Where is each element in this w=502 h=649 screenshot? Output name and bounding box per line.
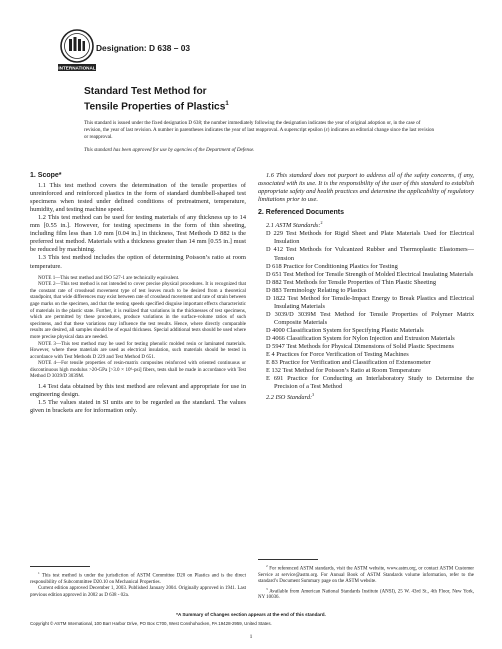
right-column [258,172,474,402]
logo-wordmark: INTERNATIONAL [58,65,96,71]
note-2: NOTE 2—This test method is not intended to cover precise physical procedures. It is recognized that the constant rate of crosshead movement type of test leaves much to be desired from a theoretical standpoint, that wide differences may exist between rate of crosshead movement and rate of strain between gage marks on the specimen, and that the testing speeds specified disguise important effects characteristic of materials in the plastic state. Further, it is realized that variations in the thicknesses of test specimens, which are permitted by these procedures, produce variations in the surface-volume ratios of such specimens, and that these variations may influence the test results. Hence, where directly comparable results are desired, all samples should be of equal thickness. Special additional tests should be used where more precise physical data are needed. [30,281,247,340]
footnotes-right [258,563,474,602]
issuance-statement: This standard is issued under the fixed designation D 638; the number immediately following the designation indicates the year of original adoption or, in the case of revision, the year of last revision. A number in parentheses indicates the year of last reapproval. A superscript epsilon (ε) indicates an editorial change since the last revision or reapproval. [84,120,435,141]
para-1-1: 1.1 This test method covers the determination of the tensile properties of unreinforced and reinforced plastics in the form of standard dumbbell-shaped test specimens when tested under defined conditions of pretreatment, temperature, humidity, and testing machine speed. [30,182,246,214]
reference-item: D 229 Test Methods for Rigid Sheet and Plate Materials Used for Electrical Insulation [266,230,474,246]
reference-item: E 691 Practice for Conducting an Interlaboratory Study to Determine the Precision of a Test Method [266,375,474,391]
footnote-3: $^3$ Available from American National Standards Institute (ANSI), 25 W. 43rd St., 4th Floor, New York, NY 10036. [258,586,474,601]
para-1-5: 1.5 The values stated in SI units are to be regarded as the standard. The values given in brackets are for information only. [30,399,246,415]
note-3: NOTE 3—This test method may be used for testing phenolic molded resin or laminated materials. However, where these materials are used as electrical insulation, such materials should be tested in accordance with Test Methods D 229 and Test Method D 651. [30,340,246,360]
reference-item: D 412 Test Methods for Vulcanized Rubber and Thermoplastic Elastomers—Tension [266,246,474,262]
iso-standard-label: 2.2 ISO Standard:$^3$ [266,392,315,402]
astm-logo [58,28,96,72]
reference-item: D 651 Test Method for Tensile Strength of Molded Electrical Insulating Materials [266,270,474,278]
page-number: 1 [249,634,253,640]
footnote-1: $^1$ This test method is under the jurisdiction of ASTM Committee D20 on Plastics and is the direct responsibility of Subcommittee D20.10 on Mechanical Properties. Current edition approved December 1, 2003. Published January 2004. Originally approved in 1941. Last previous edition approved in 2002 as D 638 - 02a. [30,571,246,598]
footnote-rule-left [30,566,90,567]
reference-item: D 4066 Classification System for Nylon Injection and Extrusion Materials [266,335,455,342]
dod-approval: This standard has been approved for use by agencies of the Department of Defense. [84,147,255,153]
para-1-3: 1.3 This test method includes the option of determining Poisson’s ratio at room temperature. [30,254,246,270]
note-4: NOTE 4—For tensile properties of resin-matrix composites reinforced with oriented continuous or discontinuous high modulus >20-GPa [>3.0 × 10⁶-psi] fibers, tests shall be made in accordance with Test Method D 3039/D 3039M. [30,360,246,380]
reference-item: E 83 Practice for Verification and Classification of Extensometer [266,359,431,367]
copyright-notice: Copyright © ASTM International, 100 Barr Harbor Drive, PO Box C700, West Conshohocken, PA 19428-2959, United States. [30,621,272,626]
reference-item: D 3039/D 3039M Test Method for Tensile Properties of Polymer Matrix Composite Materials [266,310,474,326]
reference-item: D 1822 Test Method for Tensile-Impact Energy to Break Plastics and Electrical Insulating Materials [266,294,474,310]
summary-of-changes-note: *A Summary of Changes section appears at the end of this standard. [176,612,326,617]
reference-item: D 4000 Classification System for Specifying Plastic Materials [266,326,424,334]
footnote-2: $^2$ For referenced ASTM standards, visit the ASTM website, www.astm.org, or contact ASTM Customer Service at service@astm.org. For Annual Book of ASTM Standards volume information, refer to the standard’s Document Summary page on the ASTM website. [258,564,474,585]
reference-item: D 618 Practice for Conditioning Plastics for Testing [266,262,398,270]
reference-item: E 132 Test Method for Poisson’s Ratio at Room Temperature [266,367,421,375]
title-line-2: Tensile Properties of Plastics$^1$ [84,101,229,113]
reference-item: E 4 Practices for Force Verification of Testing Machines [266,351,409,359]
title-line-1: Standard Test Method for [84,86,207,97]
reference-item: D 5947 Test Methods for Physical Dimensions of Solid Plastic Specimens [266,343,454,351]
reference-item: D 883 Terminology Relating to Plastics [266,286,367,294]
para-1-6: 1.6 This standard does not purport to address all of the safety concerns, if any, associated with its use. It is the responsibility of the user of this standard to establish appropriate safety and health practices and determine the applicability of regulatory limitations prior to use. [258,172,474,204]
note-1: NOTE 1—This test method and ISO 527-1 are technically equivalent. [38,274,180,281]
reference-item: D 882 Test Methods for Tensile Properties of Thin Plastic Sheeting [266,278,437,286]
referenced-documents-heading: 2. Referenced Documents [258,209,344,217]
para-1-4: 1.4 Test data obtained by this test method are relevant and appropriate for use in engineering design. [30,383,246,399]
left-column [30,172,246,415]
scope-heading: 1. Scope* [30,172,62,179]
reference-list [258,230,474,391]
astm-standards-label: 2.1 ASTM Standards:$^2$ [266,220,323,230]
para-1-2: 1.2 This test method can be used for testing materials of any thickness up to 14 mm [0.55 in.]. However, for testing specimens in the form of thin sheeting, including film less than 1.0 mm [0.04 in.] in thickness, Test Methods D 882 is the preferred test method. Materials with a thickness greater than 14 mm [0.55 in.] must be reduced by machining. [30,214,246,254]
document-title [84,86,414,113]
footnote-rule-right [258,559,318,560]
designation: Designation: D 638 – 03 [96,43,191,53]
